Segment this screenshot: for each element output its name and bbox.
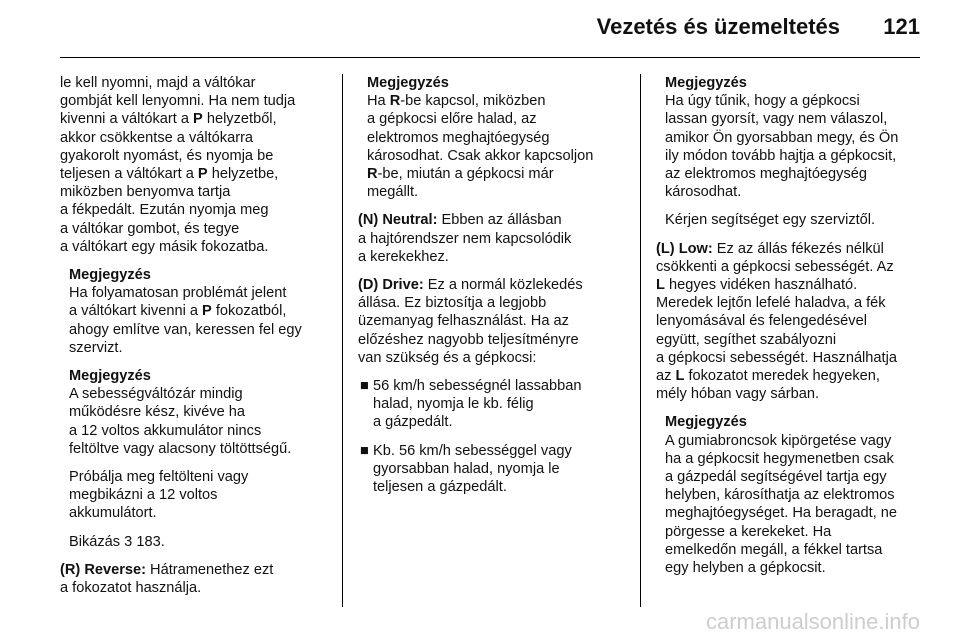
watermark: carmanualsonline.info — [705, 609, 920, 634]
bullet-square-icon: ■ — [360, 442, 369, 459]
gear-label: (L) Low: — [656, 240, 713, 257]
reference-arrow-icon: 3 — [124, 533, 133, 550]
column-right — [656, 74, 926, 577]
note-box: Megjegyzés Ha R-be kapcsol, miközben a gépkocsi előre halad, az elektromos meghajtóegység károsodhat. Csak akkor kapcsoljon R-be, miután a gépkocsi már megállt. — [358, 74, 628, 201]
note-box: Megjegyzés Ha úgy tűnik, hogy a gépkocsi lassan gyorsít, vagy nem válaszol, amikor Ön gyorsabban megy, és Ön ily módon tovább hajtja a gépkocsit, az elektromos meghajtóegység károsodhat. Kérjen segítséget egy szerviztől. — [656, 74, 926, 230]
note-title: Megjegyzés — [367, 75, 449, 91]
header-rule — [60, 57, 920, 58]
note-box: Megjegyzés Ha folyamatosan problémát jelent a váltókart kivenni a P fokozatból, ahogy említve van, keressen fel egy szervizt. — [60, 266, 332, 357]
column-divider — [640, 74, 641, 607]
gear-label: (R) Reverse: — [60, 561, 146, 578]
note-title: Megjegyzés — [69, 368, 151, 385]
bullet-square-icon: ■ — [360, 378, 369, 395]
drive-paragraph: (D) Drive: Ez a normál közlekedés állása. Ez biztosítja a legjobb üzemanyag felhasználást. Ha az előzéshez nagyobb teljesítményre van szükség és a gépkocsi: — [358, 277, 583, 366]
note-title: Megjegyzés — [665, 414, 747, 431]
gear-label: (D) Drive: — [358, 277, 424, 294]
intro-paragraph: le kell nyomni, majd a váltókar gombját kell lenyomni. Ha nem tudja kivenni a váltókart a P helyzetből, akkor csökkentse a váltókarra gyakorolt nyomást, és nyomja be teljesen a váltókart a P helyzetbe, miközben benyomva tartja a fékpedált. Ezután nyomja meg a váltókar gombot, és tegye a váltókart egy másik fokozatba. — [60, 75, 296, 255]
column-left — [60, 74, 332, 597]
note-box: Megjegyzés A sebességváltózár mindig működésre kész, kivéve ha a 12 voltos akkumulátor nincs feltöltve vagy alacsony töltöttségű. Próbálja meg feltölteni vagy megbikázni a 12 voltos akkumulátort. Bikázás 3 183. — [60, 367, 332, 551]
column-middle — [358, 74, 628, 496]
note-title: Megjegyzés — [665, 75, 747, 91]
running-header-title: Vezetés és üzemeltetés — [596, 14, 840, 39]
list-item: ■ Kb. 56 km/h sebességgel vagy gyorsabban halad, nyomja le teljesen a gázpedált. — [360, 442, 572, 496]
note-title: Megjegyzés — [69, 267, 151, 284]
column-divider — [342, 74, 343, 607]
list-item: ■ 56 km/h sebességnél lassabban halad, nyomja le kb. félig a gázpedált. — [360, 378, 582, 431]
gear-label: (N) Neutral: — [358, 212, 438, 229]
neutral-paragraph: (N) Neutral: Ebben az állásban a hajtórendszer nem kapcsolódik a kerekekhez. — [358, 212, 572, 265]
cross-reference[interactable]: Bikázás 3 183. — [69, 533, 165, 550]
page-number: 121 — [883, 14, 920, 39]
note-box: Megjegyzés A gumiabroncsok kipörgetése vagy ha a gépkocsit hegymenetben csak a gázpedál segítségével tartja egy helyben, károsíthatja az elektromos meghajtóegységet. Ha beragadt, ne pörgesse a kerekeket. Ha emelkedőn megáll, a fékkel tartsa egy helyben a gépkocsit. — [656, 413, 926, 577]
low-paragraph: (L) Low: Ez az állás fékezés nélkül csökkenti a gépkocsi sebességét. Az L hegyes vidéken használható. Meredek lejtőn lefelé haladva, a fék lenyomásával és felengedésével együtt, segíthet szabályozni a gépkocsi sebességét. Használhatja az L fokozatot meredek hegyeken, mély hóban vagy sárban. — [656, 240, 897, 403]
reverse-paragraph: (R) Reverse: Hátramenethez ezt a fokozatot használja. — [60, 561, 274, 597]
